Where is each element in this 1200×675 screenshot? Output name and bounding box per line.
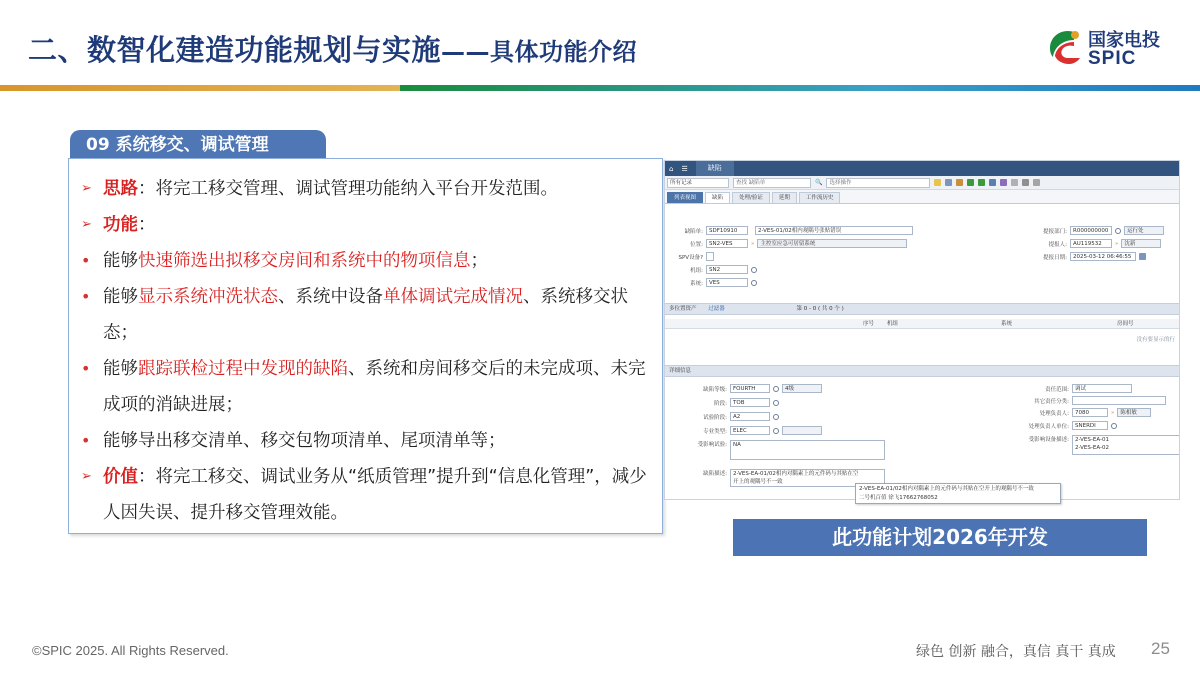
- test-stage-label: 试验阶段:: [703, 414, 727, 421]
- handler-unit-label: 处理负责人单位:: [1028, 423, 1069, 430]
- other-row: [985, 396, 1166, 405]
- list-item-b1: [81, 243, 651, 279]
- b2-highlight-1: 显示系统冲洗状态: [138, 287, 278, 307]
- desc-line-2: 开上的观隅号不一致: [733, 479, 783, 485]
- save-icon[interactable]: [945, 179, 952, 186]
- tooltip-line-1: 2-VES-EA-01/02相内对隅素上的元件码与其贴在空开上的观隅号不一致: [859, 486, 1034, 492]
- menu-icon[interactable]: ☰: [681, 164, 688, 173]
- list-item-value: [81, 459, 651, 531]
- handler-name-field: 陈相敏: [1117, 408, 1151, 417]
- b2-highlight-2: 单体调试完成情况: [383, 287, 523, 307]
- next-icon[interactable]: [978, 179, 985, 186]
- grade-label: 缺陷等级:: [703, 386, 727, 393]
- affected-test-label: 受影响试验:: [697, 442, 727, 448]
- desc-row: [667, 469, 885, 487]
- discipline-row: [667, 426, 822, 435]
- scope-label: 责任范围:: [1045, 386, 1069, 393]
- prev-icon[interactable]: [967, 179, 974, 186]
- defect-no-row: [667, 226, 913, 235]
- arrow-bullet-icon: ➢: [81, 469, 92, 484]
- spv-row: [667, 252, 714, 261]
- edit-icon[interactable]: [956, 179, 963, 186]
- idea-label: 思路: [103, 179, 138, 199]
- handler-unit-field[interactable]: SNERDI: [1072, 421, 1108, 430]
- function-colon: ：: [138, 215, 156, 235]
- search-icon[interactable]: [773, 428, 779, 434]
- dept-label: 提报部门:: [1043, 228, 1067, 235]
- grid-col-room[interactable]: 房间号: [1117, 321, 1134, 327]
- idea-text: ：将完工移交管理、调试管理功能纳入平台开发范围。: [138, 179, 558, 199]
- search-icon[interactable]: [1115, 228, 1121, 234]
- b4-text: 能够导出移交清单、移交包物项清单、尾项清单等；: [103, 431, 506, 451]
- home-icon[interactable]: ⌂: [669, 164, 674, 173]
- spv-label: SPV设备?: [678, 254, 703, 261]
- section-tab: 09 系统移交、调试管理: [70, 130, 326, 160]
- reporter-row: [1031, 239, 1161, 248]
- logo-text-cn: 国家电投: [1088, 30, 1160, 51]
- tab-defect[interactable]: 缺陷: [705, 192, 730, 203]
- affected-equip-label: 受影响设备描述:: [1028, 437, 1069, 443]
- unit-label: 机组:: [690, 267, 703, 274]
- system-row: [667, 278, 757, 287]
- tooltip-line-2: 二号机百值 徐飞17662768052: [859, 495, 938, 501]
- discipline-label: 专业类型:: [703, 428, 727, 435]
- dot-bullet-icon: •: [81, 287, 91, 306]
- lookup-icon[interactable]: »: [1115, 240, 1119, 247]
- app-screenshot: [664, 160, 1180, 500]
- scope-row: [985, 384, 1132, 393]
- location-label: 位置:: [690, 241, 703, 248]
- new-icon[interactable]: [934, 179, 941, 186]
- lookup-icon[interactable]: »: [1111, 409, 1115, 416]
- b2-post: 、系统移交状态；: [103, 287, 628, 343]
- report-icon[interactable]: [1011, 179, 1018, 186]
- b2-pre: 能够: [103, 287, 138, 307]
- discipline-field[interactable]: ELEC: [730, 426, 770, 435]
- logo-text-en: SPIC: [1088, 48, 1137, 69]
- filter-link[interactable]: 过滤器: [708, 306, 725, 312]
- action-select[interactable]: 选择操作: [826, 178, 930, 188]
- handler-id-field[interactable]: 7080: [1072, 408, 1108, 417]
- affected-equip-row: [985, 435, 1180, 455]
- date-field[interactable]: 2025-03-12 06:46:55: [1070, 252, 1136, 261]
- spic-logo-icon: [1044, 26, 1082, 70]
- print-icon[interactable]: [1022, 179, 1029, 186]
- system-field[interactable]: VES: [706, 278, 748, 287]
- grade-field[interactable]: FOURTH: [730, 384, 770, 393]
- affected-equip-field[interactable]: [1072, 435, 1180, 455]
- affected-equip-1: 2-VES-EA-01: [1075, 437, 1109, 443]
- assets-band-label: 多位置资产: [669, 306, 697, 312]
- list-item-idea: [81, 171, 651, 207]
- handler-unit-row: [985, 421, 1117, 430]
- tab-handle-verify[interactable]: 处理/验证: [732, 192, 770, 203]
- spv-checkbox[interactable]: [706, 252, 714, 261]
- slogan: 绿色 创新 融合，真信 真干 真成: [916, 644, 1116, 660]
- stage-row: [667, 398, 779, 407]
- b3-highlight: 跟踪联检过程中发现的缺陷: [138, 359, 348, 379]
- tab-workflow-history[interactable]: 工作流历史: [799, 192, 841, 203]
- grid-header: [665, 319, 1180, 329]
- slide-title: [28, 28, 637, 69]
- grade-name-field: 4级: [782, 384, 822, 393]
- handler-label: 处理负责人:: [1039, 410, 1069, 417]
- slide-subtitle: ——具体功能介绍: [441, 38, 638, 66]
- app-module-tab[interactable]: 缺陷: [696, 161, 734, 176]
- b3-post: 、系统和房间移交后的未完成项、未完成项的消缺进展；: [103, 359, 646, 415]
- content-list: [81, 171, 651, 531]
- arrow-bullet-icon: ➢: [81, 181, 92, 196]
- date-row: [1031, 252, 1146, 261]
- search-icon[interactable]: [751, 267, 757, 273]
- search-icon[interactable]: 🔍: [815, 179, 823, 186]
- reporter-label: 提报人:: [1048, 241, 1067, 248]
- test-stage-field[interactable]: A2: [730, 412, 770, 421]
- route-icon[interactable]: [1000, 179, 1007, 186]
- page-number: 25: [1151, 639, 1170, 658]
- function-label: 功能: [103, 215, 138, 235]
- spic-logo: [1044, 24, 1174, 74]
- reporter-id-field[interactable]: AU119532: [1070, 239, 1112, 248]
- dot-bullet-icon: •: [81, 431, 91, 450]
- scope-select[interactable]: 调试: [1072, 384, 1132, 393]
- b3-pre: 能够: [103, 359, 138, 379]
- location-desc-field: 主控室应急可居留系统: [757, 239, 907, 248]
- pager-text: 第 0 - 0 ( 共 0 个 ): [796, 306, 844, 312]
- list-item-function: [81, 207, 651, 243]
- grade-row: [667, 384, 822, 393]
- dept-code-field[interactable]: R000000000: [1070, 226, 1112, 235]
- slide-title-main: 二、数智化建造功能规划与实施: [28, 33, 442, 67]
- assets-band: [665, 303, 1180, 315]
- grid-col-unit[interactable]: 机组: [887, 321, 899, 327]
- value-text: ：将完工移交、调试业务从“纸质管理”提升到“信息化管理”，减少人因失误、提升移交管理效能。: [103, 467, 647, 523]
- b1-highlight: 快速筛选出拟移交房间和系统中的物项信息: [138, 251, 471, 271]
- desc-line-1: 2-VES-EA-01/02相内对隅素上的元件码与其贴在空: [733, 471, 859, 477]
- search-icon[interactable]: [773, 386, 779, 392]
- unit-row: [667, 265, 757, 274]
- lookup-icon[interactable]: »: [751, 240, 755, 247]
- grid-empty-note: 没有要显示的行: [1136, 337, 1175, 343]
- other-label: 其它责任分类:: [1034, 398, 1069, 405]
- location-row: [667, 239, 907, 248]
- value-label: 价值: [103, 467, 138, 487]
- tab-list-view[interactable]: 列表视图: [667, 192, 703, 203]
- other-field[interactable]: [1072, 396, 1166, 405]
- workflow-icon[interactable]: [989, 179, 996, 186]
- stage-label: 阶段:: [714, 400, 727, 407]
- search-icon[interactable]: [1111, 423, 1117, 429]
- detail-band: 详细信息: [665, 365, 1180, 377]
- search-input[interactable]: 查找 缺陷单: [733, 178, 811, 188]
- system-label: 系统:: [690, 280, 703, 287]
- affected-test-field[interactable]: NA: [730, 440, 885, 460]
- list-item-b3: [81, 351, 651, 423]
- grid-col-system[interactable]: 系统: [1001, 321, 1013, 327]
- b2-mid: 、系统中设备: [278, 287, 383, 307]
- dot-bullet-icon: •: [81, 251, 91, 270]
- date-label: 提报日期:: [1043, 254, 1067, 261]
- arrow-bullet-icon: ➢: [81, 217, 92, 232]
- unit-field[interactable]: SN2: [706, 265, 748, 274]
- records-select[interactable]: 所有记录: [667, 178, 729, 188]
- discipline-name-field: [782, 426, 822, 435]
- search-icon[interactable]: [773, 400, 779, 406]
- copyright: ©SPIC 2025. All Rights Reserved.: [32, 643, 229, 658]
- desc-label: 缺陷描述:: [703, 471, 727, 477]
- dept-row: [1031, 226, 1164, 235]
- affected-test-row: [667, 440, 885, 460]
- title-underline: [0, 85, 1200, 91]
- affected-equip-2: 2-VES-EA-02: [1075, 445, 1109, 451]
- app-toolbar: [665, 176, 1179, 190]
- b1-pre: 能够: [103, 251, 138, 271]
- search-icon[interactable]: [773, 414, 779, 420]
- b1-post: ；: [470, 251, 488, 271]
- list-item-b4: [81, 423, 651, 459]
- app-titlebar: [665, 161, 1179, 176]
- plan-banner: 此功能计划2026年开发: [733, 519, 1147, 556]
- search-icon[interactable]: [751, 280, 757, 286]
- test-stage-row: [667, 412, 779, 421]
- content-card: [68, 158, 663, 534]
- grid-col-no[interactable]: 序号: [863, 321, 875, 327]
- calendar-icon[interactable]: [1139, 253, 1146, 260]
- app-tabs: [665, 190, 1179, 204]
- handler-row: [985, 408, 1151, 417]
- defect-desc-field[interactable]: 2-VES-01/02相内观隅号张贴错误: [755, 226, 913, 235]
- defect-no-label: 缺陷单:: [684, 228, 703, 235]
- desc-tooltip: [855, 483, 1061, 504]
- dept-name-field: 运行处: [1124, 226, 1164, 235]
- list-item-b2: [81, 279, 651, 351]
- attach-icon[interactable]: [1033, 179, 1040, 186]
- tab-extension[interactable]: 延期: [772, 192, 797, 203]
- stage-field[interactable]: TOB: [730, 398, 770, 407]
- reporter-name-field: 沈新: [1121, 239, 1161, 248]
- location-field[interactable]: SN2-VES: [706, 239, 748, 248]
- dot-bullet-icon: •: [81, 359, 91, 378]
- defect-no-field[interactable]: SDF10910: [706, 226, 748, 235]
